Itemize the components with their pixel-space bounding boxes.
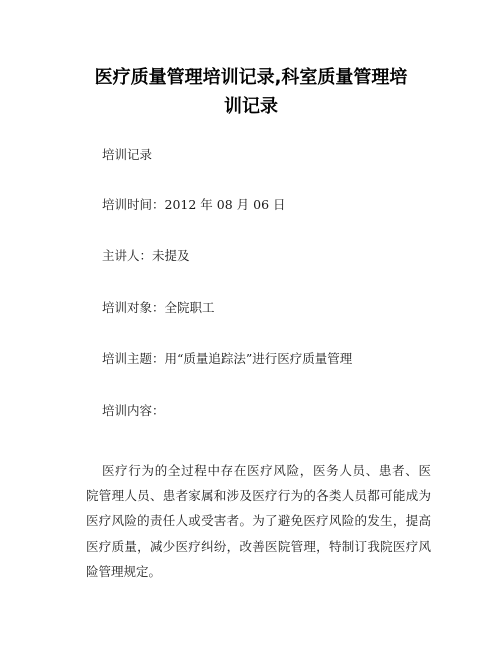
section-label: 培训记录 xyxy=(102,147,153,162)
speaker: 主讲人：未提及 xyxy=(102,248,190,263)
content-paragraph xyxy=(86,458,431,584)
paragraph-line: 院管理人员、患者家属和涉及医疗行为的各类人员都可能成为 xyxy=(86,488,431,504)
paragraph-line: 医疗质量，减少医疗纠纷，改善医院管理，特制订我院医疗风 xyxy=(86,538,431,554)
paragraph-line: 险管理规定。 xyxy=(86,563,162,579)
document-title-line-2: 训记录 xyxy=(224,96,278,117)
document-title-line-1: 医疗质量管理培训记录,科室质量管理培 xyxy=(94,67,408,88)
training-topic: 培训主题：用“质量追踪法”进行医疗质量管理 xyxy=(102,351,353,366)
paragraph-line: 医疗风险的责任人或受害者。为了避免医疗风险的发生，提高 xyxy=(86,513,431,529)
training-audience: 培训对象：全院职工 xyxy=(102,300,215,315)
training-content-label: 培训内容： xyxy=(102,403,165,418)
paragraph-line: 医疗行为的全过程中存在医疗风险，医务人员、患者、医 xyxy=(102,463,431,478)
training-time: 培训时间：2012 年 08 月 06 日 xyxy=(102,197,286,212)
